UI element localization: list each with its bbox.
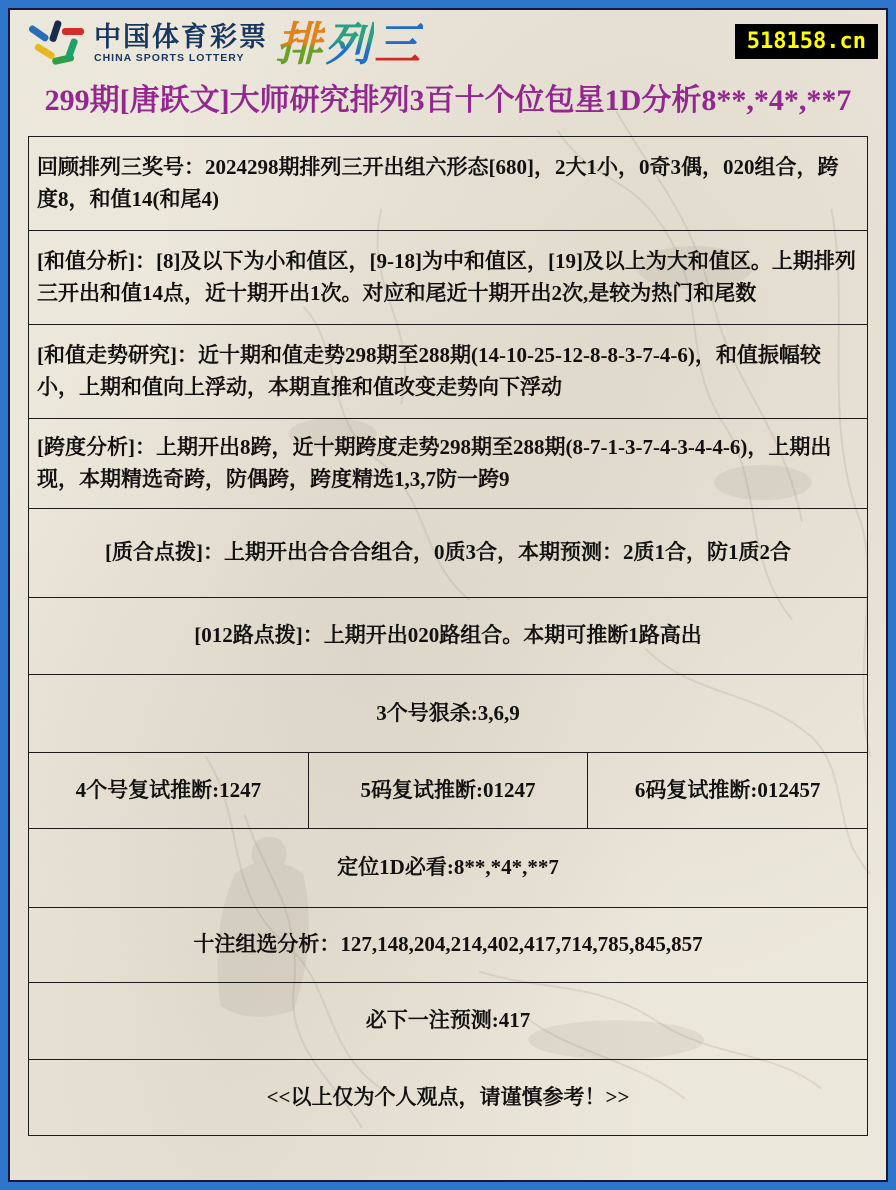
row-disclaimer: <<以上仅为个人观点，请谨慎参考！>> (28, 1059, 868, 1136)
content-area (8, 8, 888, 1182)
analysis-table (28, 136, 868, 1136)
row-duplex-predictions (28, 752, 868, 829)
product-char-2: 列 (325, 18, 374, 70)
product-char-1: 排 (276, 18, 325, 70)
row-012-route: [012路点拨]：上期开出020路组合。本期可推断1路高出 (28, 597, 868, 675)
row-prime-composite: [质合点拨]：上期开出合合合组合，0质3合，本期预测：2质1合，防1质2合 (28, 508, 868, 598)
site-url-badge[interactable]: 518158.cn (735, 24, 878, 59)
product-char-3: 三 (374, 18, 423, 70)
china-sports-lottery-logo (26, 18, 423, 70)
row-sum-analysis: [和值分析]：[8]及以下为小和值区，[9-18]为中和值区，[19]及以上为大和值区。上期排列三开出和值14点，近十期开出1次。对应和尾近十期开出2次,是较为热门和尾数 (28, 230, 868, 325)
row-position-1d: 定位1D必看:8**,*4*,**7 (28, 828, 868, 908)
row-kill-3-numbers: 3个号狠杀:3,6,9 (28, 674, 868, 753)
row-span-analysis: [跨度分析]：上期开出8跨，近十期跨度走势298期至288期(8-7-1-3-7-4-3-4-4-6)，上期出现，本期精选奇跨，防偶跨，跨度精选1,3,7防一跨9 (28, 418, 868, 509)
product-name-pailie3 (276, 18, 423, 70)
brand-chinese-label: 中国体育彩票 (94, 22, 268, 53)
row-must-bet-pick: 必下一注预测:417 (28, 982, 868, 1060)
row-prize-review: 回顾排列三奖号：2024298期排列三开出组六形态[680]，2大1小，0奇3偶，020组合，跨度8，和值14(和尾4) (28, 136, 868, 231)
duplex-4-cell: 4个号复试推断:1247 (75, 777, 262, 802)
duplex-6-cell: 6码复试推断:012457 (587, 753, 867, 828)
brand-english-label: CHINA SPORTS LOTTERY (94, 52, 245, 65)
lottery-sticks-icon (26, 18, 88, 70)
duplex-5-cell: 5码复试推断:01247 (308, 753, 588, 828)
article-title: 299期[唐跃文]大师研究排列3百十个位包星1D分析8**,*4*,**7 (44, 84, 852, 117)
brand-text (94, 24, 268, 64)
row-sum-trend: [和值走势研究]：近十期和值走势298期至288期(14-10-25-12-8-8-3-7-4-6)，和值振幅较小，上期和值向上浮动，本期直推和值改变走势向下浮动 (28, 324, 868, 419)
row-10-group-picks: 十注组选分析：127,148,204,214,402,417,714,785,845,857 (28, 907, 868, 983)
header (10, 10, 886, 74)
